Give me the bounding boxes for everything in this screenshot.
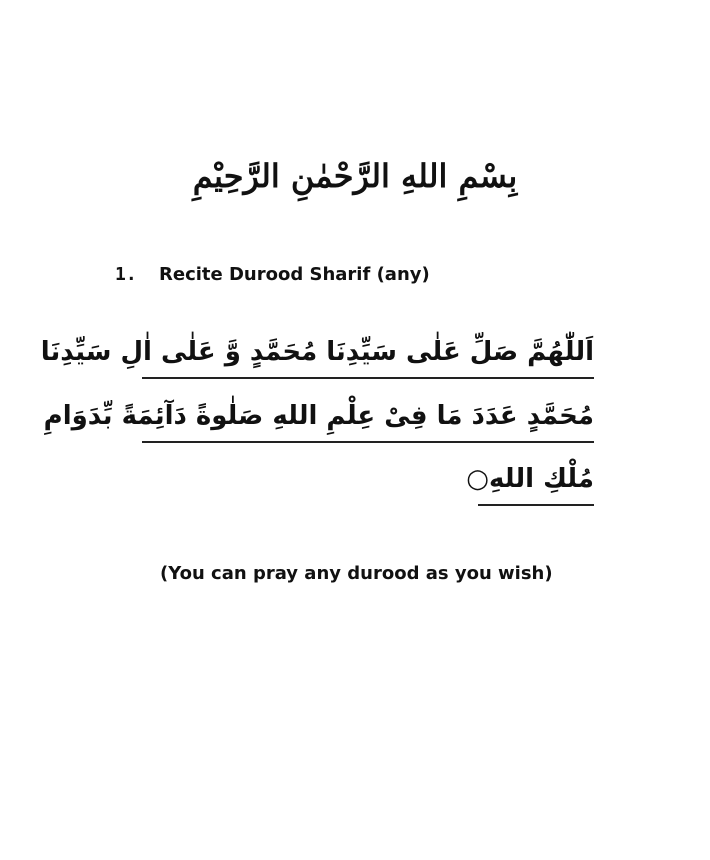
item-number: 1. [115, 264, 137, 285]
item-heading [115, 262, 430, 288]
item-title: Recite Durood Sharif (any) [159, 264, 430, 285]
durood-line-3: مُلْكِ اللهِ○ [478, 454, 594, 506]
durood-line-1: اَللّٰهُمَّ صَلِّ عَلٰى سَيِّدِنَا مُحَمَّدٍ وَّ عَلٰى اٰلِ سَيِّدِنَا [142, 327, 594, 379]
bismillah-heading: بِسْمِ اللهِ الرَّحْمٰنِ الرَّحِيْمِ [192, 157, 518, 195]
durood-line-2: مُحَمَّدٍ عَدَدَ مَا فِىْ عِلْمِ اللهِ صَلٰوةً دَآئِمَةً بِّدَوَامِ [142, 391, 594, 443]
note-text: (You can pray any durood as you wish) [160, 563, 553, 584]
